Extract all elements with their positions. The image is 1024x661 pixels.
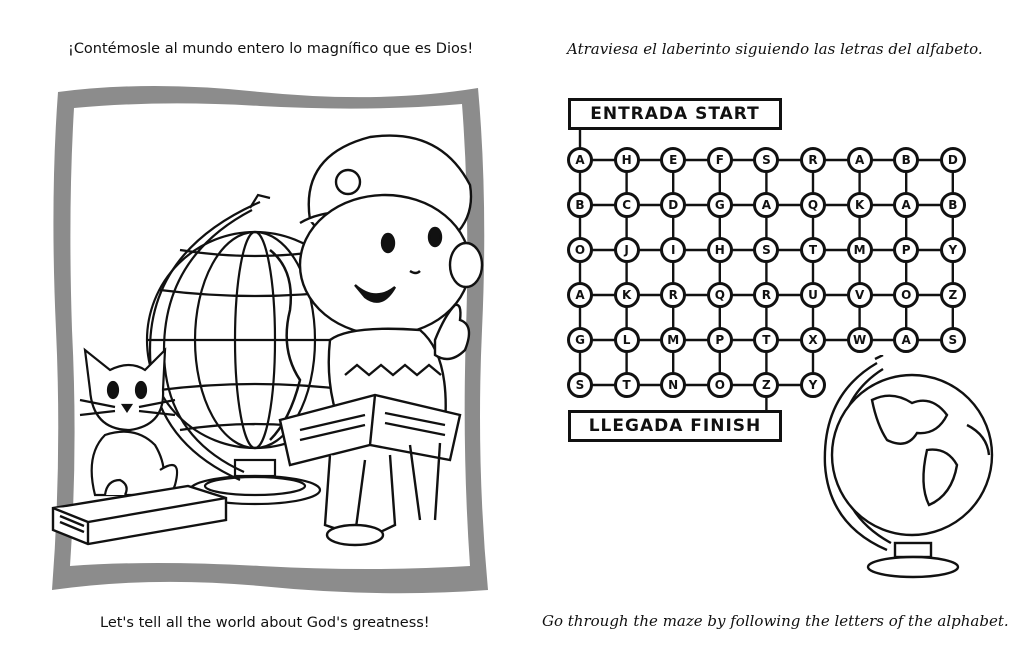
maze-node[interactable]: R [660,282,686,308]
maze-node[interactable]: S [567,372,593,398]
maze-node[interactable]: N [660,372,686,398]
maze-node[interactable]: Y [800,372,826,398]
maze-node[interactable]: B [893,147,919,173]
small-globe-icon [817,355,997,585]
right-caption-bottom: Go through the maze by following the letters of the alphabet. [542,612,1009,630]
left-caption-bottom: Let's tell all the world about God's greatness! [100,615,430,631]
boy-reading-icon [270,125,490,555]
maze-node[interactable]: O [707,372,733,398]
maze-node[interactable]: A [893,192,919,218]
maze-node[interactable]: T [753,327,779,353]
maze-node[interactable]: Y [940,237,966,263]
maze-node[interactable]: A [753,192,779,218]
maze-node[interactable]: O [893,282,919,308]
maze-node[interactable]: U [800,282,826,308]
maze-node[interactable]: R [753,282,779,308]
start-label: ENTRADA START [568,98,782,130]
maze-node[interactable]: H [707,237,733,263]
maze-node[interactable]: Z [940,282,966,308]
maze-node[interactable]: A [567,282,593,308]
maze-node[interactable]: K [847,192,873,218]
right-page [512,0,1024,661]
maze-node[interactable]: X [800,327,826,353]
maze-node[interactable]: R [800,147,826,173]
maze-node[interactable]: V [847,282,873,308]
left-caption-top: ¡Contémosle al mundo entero lo magnífico que es Dios! [68,41,474,57]
maze-node[interactable]: H [614,147,640,173]
maze-node[interactable]: W [847,327,873,353]
maze-node[interactable]: T [614,372,640,398]
maze-node[interactable]: L [614,327,640,353]
maze-node[interactable]: G [567,327,593,353]
maze-node[interactable]: E [660,147,686,173]
maze-node[interactable]: D [660,192,686,218]
maze-node[interactable]: P [707,327,733,353]
maze-node[interactable]: C [614,192,640,218]
maze-node[interactable]: A [847,147,873,173]
maze-node[interactable]: B [940,192,966,218]
maze-node[interactable]: I [660,237,686,263]
maze-node[interactable]: M [660,327,686,353]
maze-node[interactable]: B [567,192,593,218]
maze-node[interactable]: M [847,237,873,263]
maze-node[interactable]: Q [800,192,826,218]
maze-node[interactable]: A [893,327,919,353]
maze-node[interactable]: D [940,147,966,173]
maze-node[interactable]: Q [707,282,733,308]
maze-node[interactable]: A [567,147,593,173]
maze-node[interactable]: Z [753,372,779,398]
finish-label: LLEGADA FINISH [568,410,782,442]
maze-node[interactable]: G [707,192,733,218]
maze-node[interactable]: K [614,282,640,308]
maze-node[interactable]: P [893,237,919,263]
maze-node[interactable]: S [753,147,779,173]
maze-node[interactable]: S [940,327,966,353]
maze-node[interactable]: S [753,237,779,263]
book-icon [48,478,238,548]
right-caption-top: Atraviesa el laberinto siguiendo las letras del alfabeto. [567,40,983,58]
maze-node[interactable]: J [614,237,640,263]
maze-node[interactable]: O [567,237,593,263]
maze-node[interactable]: T [800,237,826,263]
maze-node[interactable]: F [707,147,733,173]
